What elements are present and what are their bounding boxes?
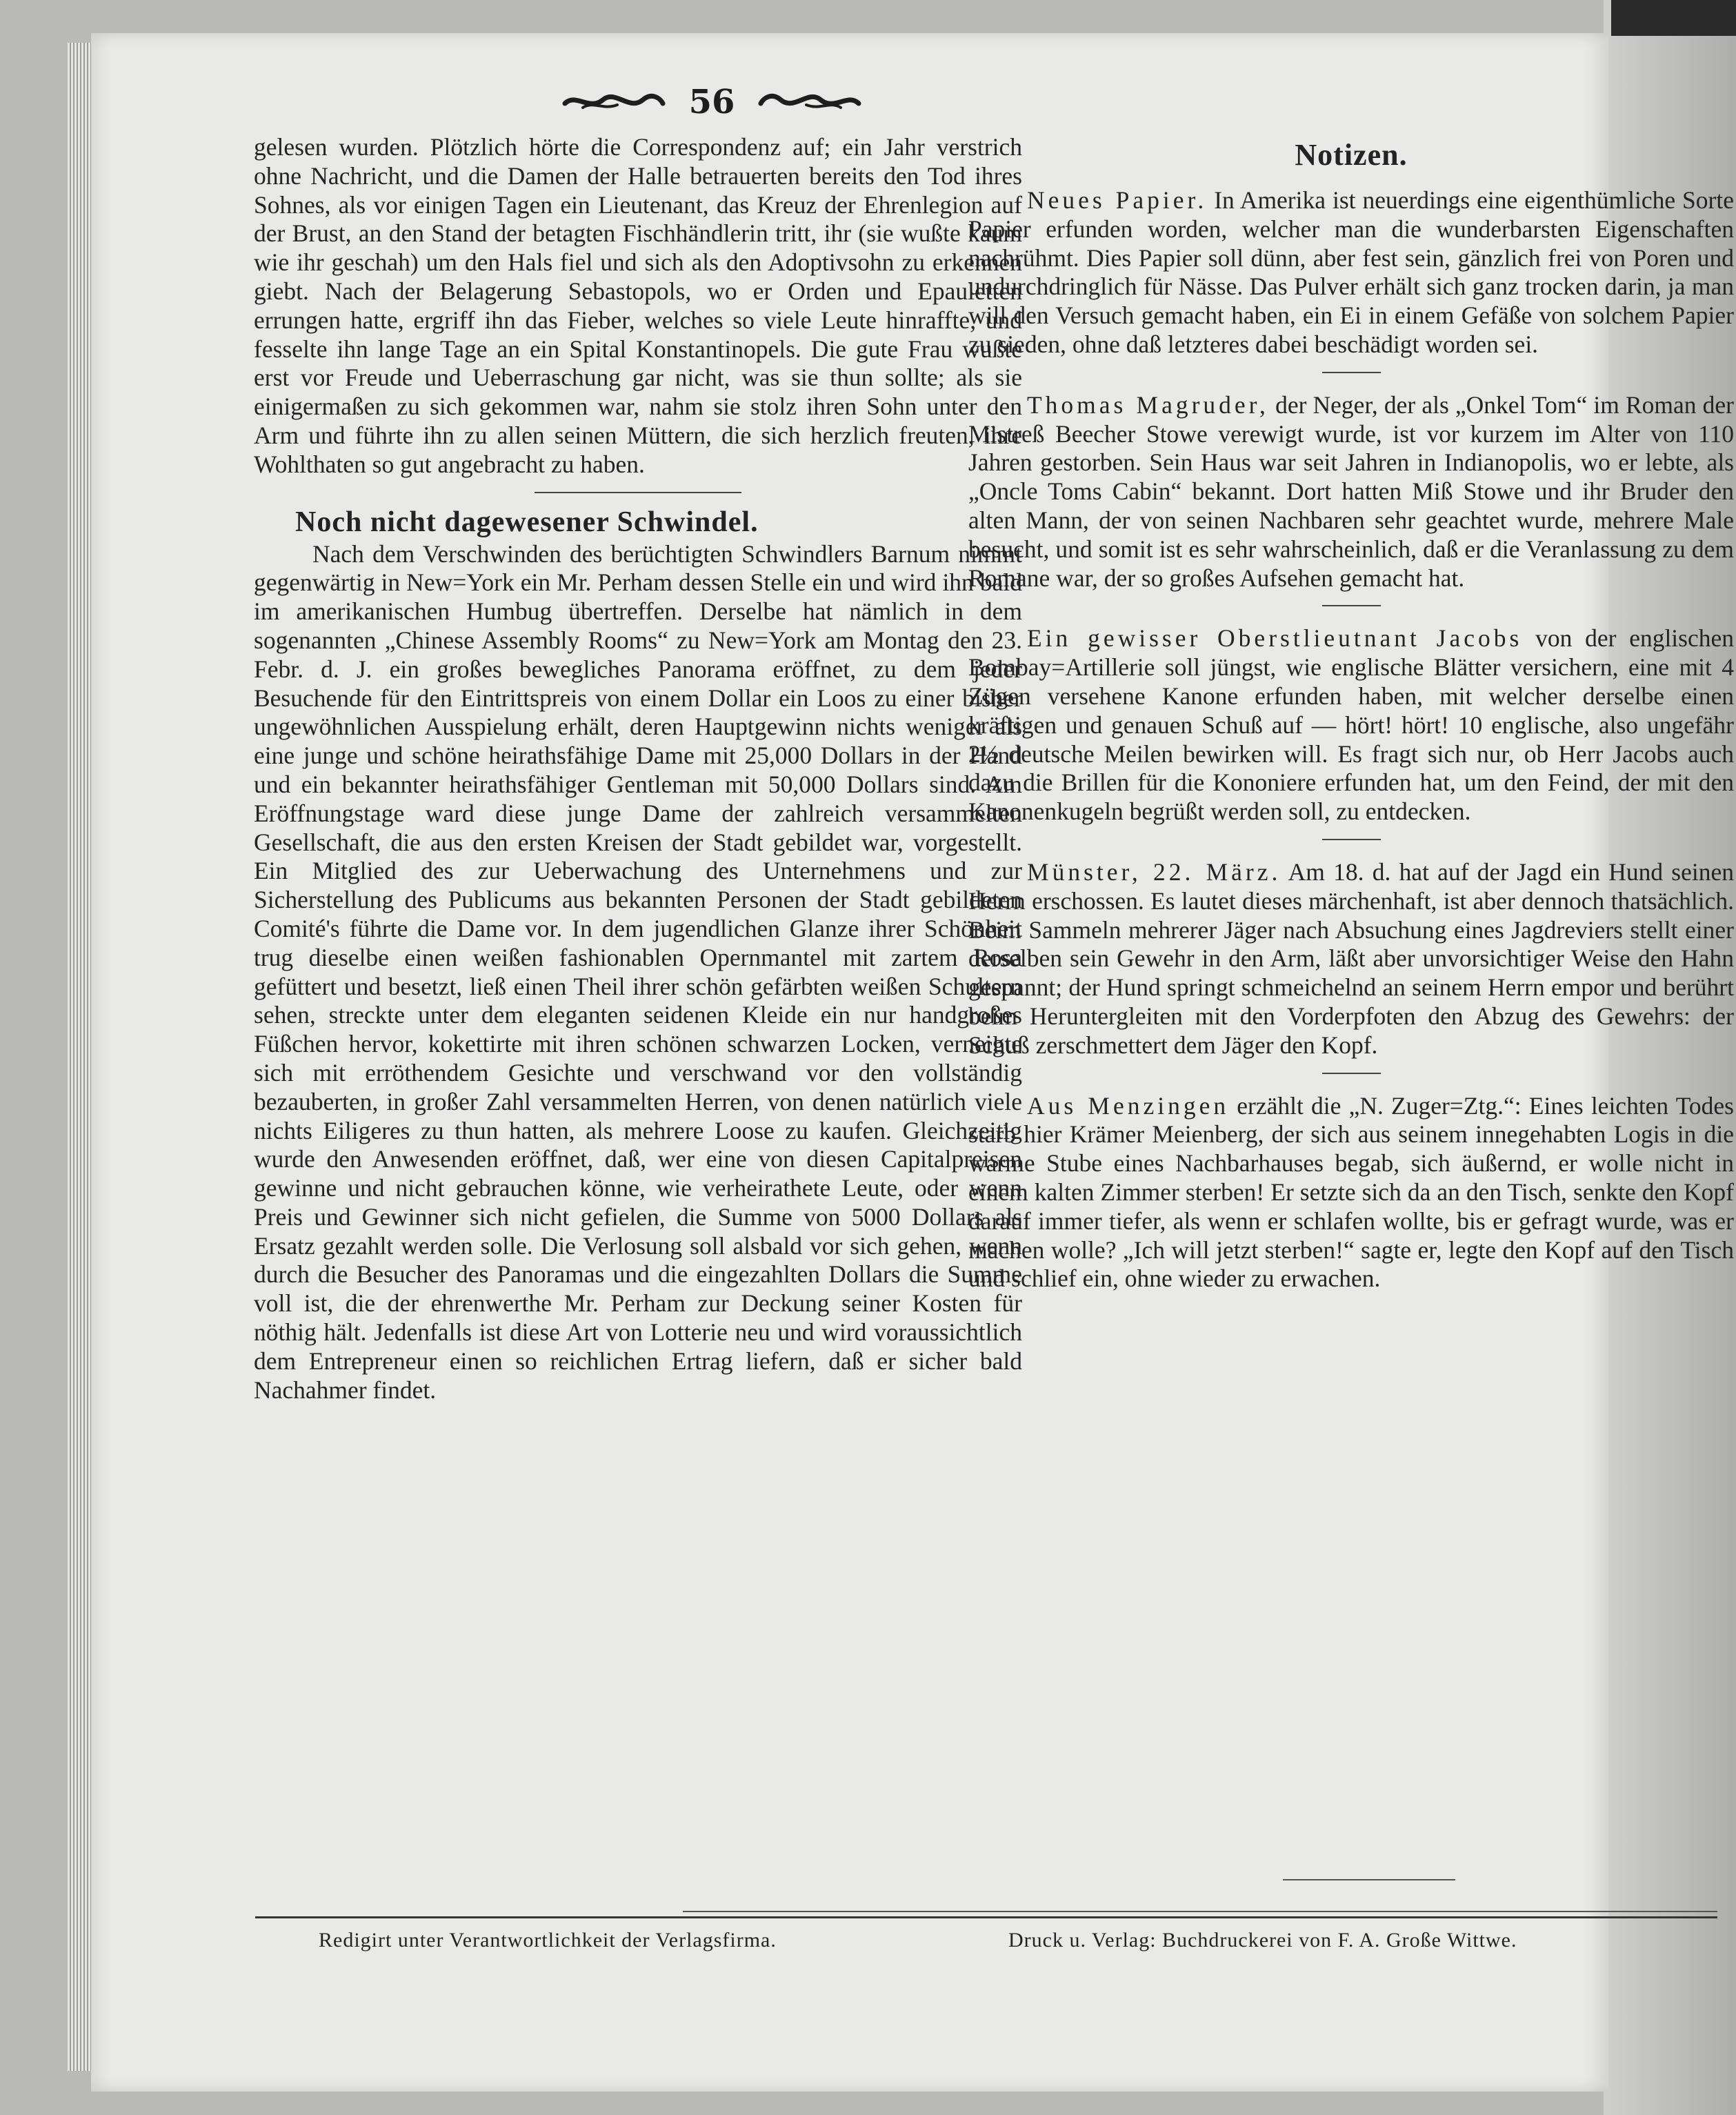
- continued-article-text: gelesen wurden. Plötzlich hörte die Correspondenz auf; ein Jahr verstrich ohne Nachricht, und die Damen der Halle betrauerten bereits den Tod ihres Sohnes, als vor einigen Tagen ein Lieutenant, das Kreuz der Ehrenlegion auf der Brust, an den Stand der betagten Fischhändlerin tritt, ihr (sie wußte kaum wie ihr geschah) um den Hals fiel und sich als den Adoptivsohn zu erkennen giebt. Nach der Belagerung Sebastopols, wo er Orden und Epauletten errungen hatte, ergriff ihn das Fieber, welches so viele Leute hinraffte, und fesselte ihn lange Tage an ein Spital Konstantinopels. Die gute Frau wußte erst vor Freude und Ueberraschung gar nicht, was sie thun sollte; als sie einigermaßen zu sich gekommen war, nahm sie stolz ihren Sohn unter den Arm und führte ihn zu allen seinen Müttern, die sich herzlich freuten, ihre Wohlthaten so gut angebracht zu haben.: [254, 133, 1022, 478]
- left-column: [254, 133, 1022, 1404]
- flourish-left-icon: [562, 88, 666, 116]
- flourish-right-icon: [758, 88, 861, 116]
- note-divider: [1322, 372, 1381, 373]
- article-body: Nach dem Verschwinden des berüchtigten Schwindlers Barnum nimmt gegenwärtig in New=York ein Mr. Perham dessen Stelle ein und wird ihn bald im amerikanischen Humbug übertreffen. Derselbe hat nämlich in dem sogenannten „Chinese Assembly Rooms“ zu New=York am Montag den 23. Febr. d. J. ein großes bewegliches Panorama eröffnet, zu dem jeder Besuchende für den Eintrittspreis von einem Dollar ein Loos zu einer bisher ungewöhnlichen Ausspielung erhält, deren Hauptgewinn nichts weniger als eine junge und schöne heirathsfähige Dame mit 25,000 Dollars in der Hand und ein bekannter heirathsfähiger Gentleman mit 50,000 Dollars sind. Am Eröffnungstage ward diese junge Dame der zahlreich versammelten Gesellschaft, die aus den ersten Kreisen der Stadt gebildet war, vorgestellt. Ein Mitglied des zur Ueberwachung des Unternehmens und zur Sicherstellung des Publicums aus bekannten Personen der Stadt gebildeten Comité's führte die Dame vor. In dem jugendlichen Glanze ihrer Schönheit trug dieselbe einen weißen fashionablen Opernmantel mit zartem Rosa gefüttert und besetzt, ließ einen Theil ihrer schön gefärbten weißen Schultern sehen, streckte unter dem eleganten seidenen Kleide ein nur handgroßes Füßchen hervor, kokettirte mit ihren schönen schwarzen Locken, verneigte sich mit erröthendem Gesichte und verschwand vor den vollständig bezauberten, in großer Zahl versammelten Herren, von denen natürlich viele nichts Eiligeres zu thun hatten, als mehrere Loose zu kaufen. Gleichzeitig wurde den Anwesenden eröffnet, daß, wer eine von diesen Capitalpreisen gewinne und nicht gebrauchen könne, wie verheirathete Leute, oder wenn Preis und Gewinner sich nicht gefielen, die Summe von 5000 Dollars als Ersatz gezahlt werden solle. Die Verlosung soll alsbald vor sich gehen, wenn durch die Besucher des Panoramas und die eingezahlten Dollars die Summe voll ist, die der ehrenwerthe Mr. Perham zur Deckung seiner Kosten für nöthig hält. Jedenfalls ist diese Art von Lotterie neu und wird voraussichtlich dem Entrepreneur einen so reichlichen Ertrag liefern, daß er sicher bald Nachahmer findet.: [254, 539, 1022, 1404]
- newspaper-page: [91, 33, 1734, 2092]
- note-divider: [1322, 839, 1381, 840]
- note-text: Am 18. d. hat auf der Jagd ein Hund seinen Herrn erschossen. Es lautet dieses märchenhaft, ist aber dennoch thatsächlich. Beim Sammeln mehrerer Jäger nach Absuchung eines Jagdreviers stellt einer derselben sein Gewehr in den Arm, läßt aber unvorsichtiger Weise den Hahn gespannt; der Hund springt schmeichelnd an seinem Herrn empor und berührt beim Heruntergleiten mit den Vorderpfoten den Abzug des Gewehrs: der Schuß zerschmettert dem Jäger den Kopf.: [968, 857, 1734, 1059]
- note-lead: Aus Menzingen: [1027, 1091, 1230, 1120]
- footer-editor-note: Redigirt unter Verantwortlichkeit der Verlagsfirma.: [319, 1929, 777, 1952]
- note-lead: Thomas Magruder,: [1027, 390, 1269, 419]
- article-title: Noch nicht dagewesener Schwindel.: [295, 506, 759, 538]
- note-text: von der englischen Bombay=Artillerie soll jüngst, wie englische Blätter versichern, eine mit 4 Zügen versehene Kanone erfunden haben, mit welcher derselbe einen kräftigen und genauen Schuß auf — hört! hört! 10 englische, also ungefähr 2½ deutsche Meilen bewirken will. Es fragt sich nur, ob Herr Jacobs auch dazu die Brillen für die Kononiere erfunden hat, um den Feind, der mit den Kanonenkugeln begrüßt werden soll, zu entdecken.: [968, 624, 1734, 826]
- note-divider: [1322, 605, 1381, 606]
- note-text: erzählt die „N. Zuger=Ztg.“: Eines leichten Todes starb hier Krämer Meienberg, der sich aus seinem innegehabten Logis in die warme Stube eines Nachbarhauses begab, sich äußernd, er wolle nicht in einem kalten Zimmer sterben! Er setzte sich da an den Tisch, senkte den Kopf darauf immer tiefer, als wenn er schlafen wollte, bis er gefragt wurde, was er machen wolle? „Ich will jetzt sterben!“ sagte er, legte den Kopf auf den Tisch und schlief ein, ohne wieder zu erwachen.: [968, 1091, 1734, 1293]
- notes-section-title: Notizen.: [1295, 138, 1408, 172]
- footer-rule-upper: [683, 1911, 1717, 1912]
- scan-background-corner: [1611, 0, 1736, 36]
- footer-printer-note: Druck u. Verlag: Buchdruckerei von F. A. Große Wittwe.: [1008, 1929, 1517, 1952]
- page-number: 56: [688, 83, 735, 121]
- article-divider: [535, 492, 741, 493]
- note-divider: [1322, 1073, 1381, 1074]
- right-column: [968, 130, 1734, 1293]
- note-text: der Neger, der als „Onkel Tom“ im Roman der Mistreß Beecher Stowe verewigt wurde, ist vor kurzem im Alter von 110 Jahren gestorben. Sein Haus war seit Jahren in Indianopolis, wo er lebte, als „Oncle Toms Cabin“ bekannt. Dort hatten Miß Stowe und ihr Bruder den alten Mann, der von seinen Nachbaren sehr geachtet wurde, mehrere Male besucht, und somit ist es sehr wahrscheinlich, daß er die Veranlassung zu dem Romane war, der so großes Aufsehen gemacht hat.: [968, 390, 1734, 592]
- column-end-rule: [1283, 1879, 1455, 1880]
- page-header: [91, 68, 1333, 137]
- note-lead: Ein gewisser Oberstlieutnant Jacobs: [1027, 624, 1523, 653]
- note-paragraph: [968, 391, 1734, 593]
- note-paragraph: [968, 186, 1734, 359]
- book-page-edges: [68, 43, 91, 2071]
- note-paragraph: [968, 858, 1734, 1060]
- note-text: In Amerika ist neuerdings eine eigenthümliche Sorte Papier erfunden worden, welcher man die wunderbarsten Eigenschaften nachrühmt. Dies Papier soll dünn, aber fest sein, gänzlich frei von Poren und undurchdringlich für Nässe. Das Pulver erhält sich ganz trocken darin, ja man will den Versuch gemacht haben, ein Ei in einem Gefäße von solchem Papier zu sieden, ohne daß letzteres dabei beschädigt worden sei.: [968, 186, 1734, 358]
- note-lead: Münster, 22. März.: [1027, 857, 1281, 886]
- note-paragraph: [968, 1092, 1734, 1294]
- note-lead: Neues Papier.: [1027, 186, 1208, 214]
- note-paragraph: [968, 624, 1734, 826]
- footer-rule: [255, 1916, 1717, 1918]
